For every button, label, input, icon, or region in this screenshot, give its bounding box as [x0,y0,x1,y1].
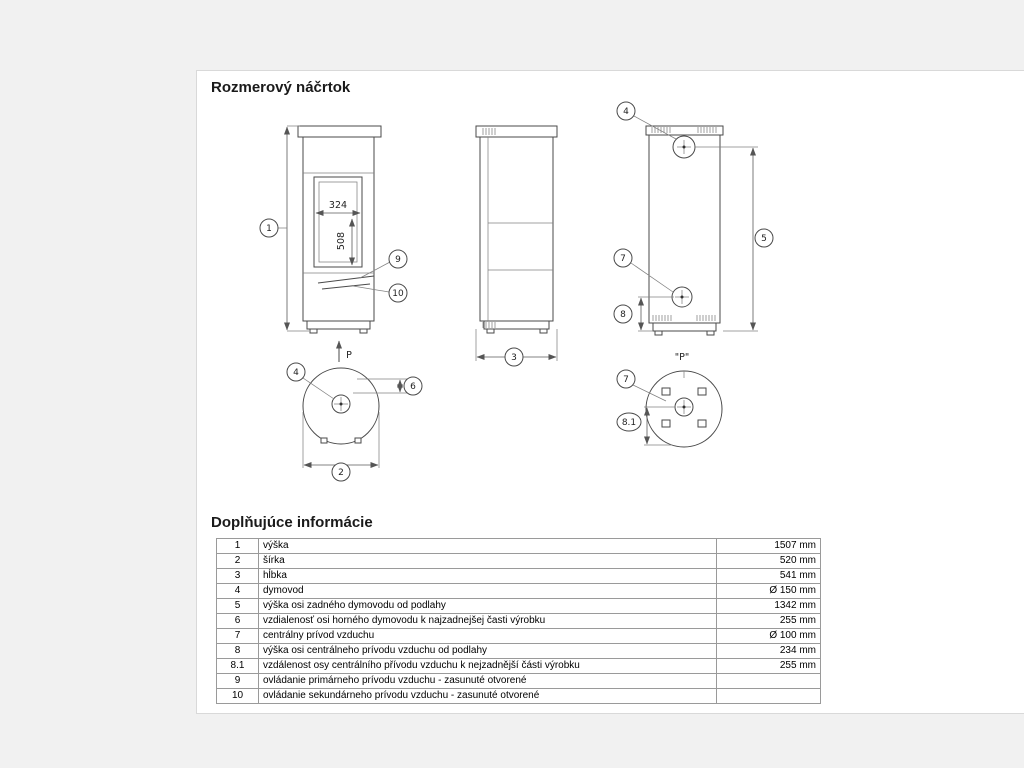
dim-window-width-label: 324 [328,200,348,211]
table-row [217,614,821,629]
table-row [217,644,821,659]
back-view [614,102,773,335]
row-value [717,689,821,704]
row-desc: centrálny prívod vzduchu [259,629,717,644]
row-desc: hĺbka [259,569,717,584]
callout-1 [260,219,278,237]
info-heading: Doplňujúce informácie [211,514,373,531]
table-row [217,584,821,599]
row-desc: dymovod [259,584,717,599]
svg-text:4: 4 [293,368,299,378]
row-value: Ø 100 mm [717,629,821,644]
row-value: 1507 mm [717,539,821,554]
dimensional-drawing [197,71,1024,506]
row-desc: ovládanie primárneho prívodu vzduchu - zasunuté otvorené [259,674,717,689]
table-row [217,659,821,674]
table-row [217,629,821,644]
detail-p-view [617,352,722,447]
arrow-p-label: P [346,350,352,361]
svg-text:1: 1 [266,224,272,234]
table-row [217,554,821,569]
row-value [717,674,821,689]
svg-text:5: 5 [761,234,767,244]
row-desc: výška osi zadného dymovodu od podlahy [259,599,717,614]
row-num: 2 [217,554,259,569]
row-num: 9 [217,674,259,689]
callout-8 [614,305,632,323]
table-row [217,674,821,689]
svg-text:3: 3 [511,353,517,363]
row-num: 7 [217,629,259,644]
callout-5 [755,229,773,247]
svg-text:7: 7 [623,375,629,385]
stove-door-window [314,177,362,267]
row-desc: výška [259,539,717,554]
table-row [217,689,821,704]
top-view [287,363,422,481]
row-num: 1 [217,539,259,554]
callout-8-1 [617,413,641,431]
table-row [217,599,821,614]
row-num: 8.1 [217,659,259,674]
side-view [476,126,557,366]
row-num: 10 [217,689,259,704]
row-value: 255 mm [717,659,821,674]
svg-text:2: 2 [338,468,344,478]
page-title: Rozmerový náčrtok [211,79,351,96]
svg-text:4: 4 [623,107,629,117]
info-table [216,538,821,704]
svg-text:6: 6 [410,382,416,392]
svg-text:7: 7 [620,254,626,264]
row-value: 520 mm [717,554,821,569]
dim-window-height-label: 508 [336,231,347,251]
row-value: 234 mm [717,644,821,659]
row-num: 5 [217,599,259,614]
detail-p-label: "P" [674,352,690,363]
product-page [196,70,1024,714]
front-view [260,126,407,362]
row-value: Ø 150 mm [717,584,821,599]
svg-text:9: 9 [395,255,401,265]
row-desc: vzdialenosť osi horného dymovodu k najzadnejšej časti výrobku [259,614,717,629]
row-value: 255 mm [717,614,821,629]
row-desc: výška osi centrálneho prívodu vzduchu od podlahy [259,644,717,659]
row-desc: šírka [259,554,717,569]
row-num: 8 [217,644,259,659]
row-num: 6 [217,614,259,629]
svg-text:8: 8 [620,310,626,320]
row-desc: ovládanie sekundárneho prívodu vzduchu - zasunuté otvorené [259,689,717,704]
row-value: 1342 mm [717,599,821,614]
svg-text:8.1: 8.1 [621,418,637,428]
callout-3 [505,348,523,366]
svg-text:10: 10 [392,289,404,299]
row-desc: vzdálenost osy centrálního přívodu vzduchu k nejzadnější části výrobku [259,659,717,674]
callout-6 [404,377,422,395]
row-num: 3 [217,569,259,584]
callout-2 [332,463,350,481]
row-num: 4 [217,584,259,599]
row-value: 541 mm [717,569,821,584]
table-row [217,569,821,584]
table-row [217,539,821,554]
